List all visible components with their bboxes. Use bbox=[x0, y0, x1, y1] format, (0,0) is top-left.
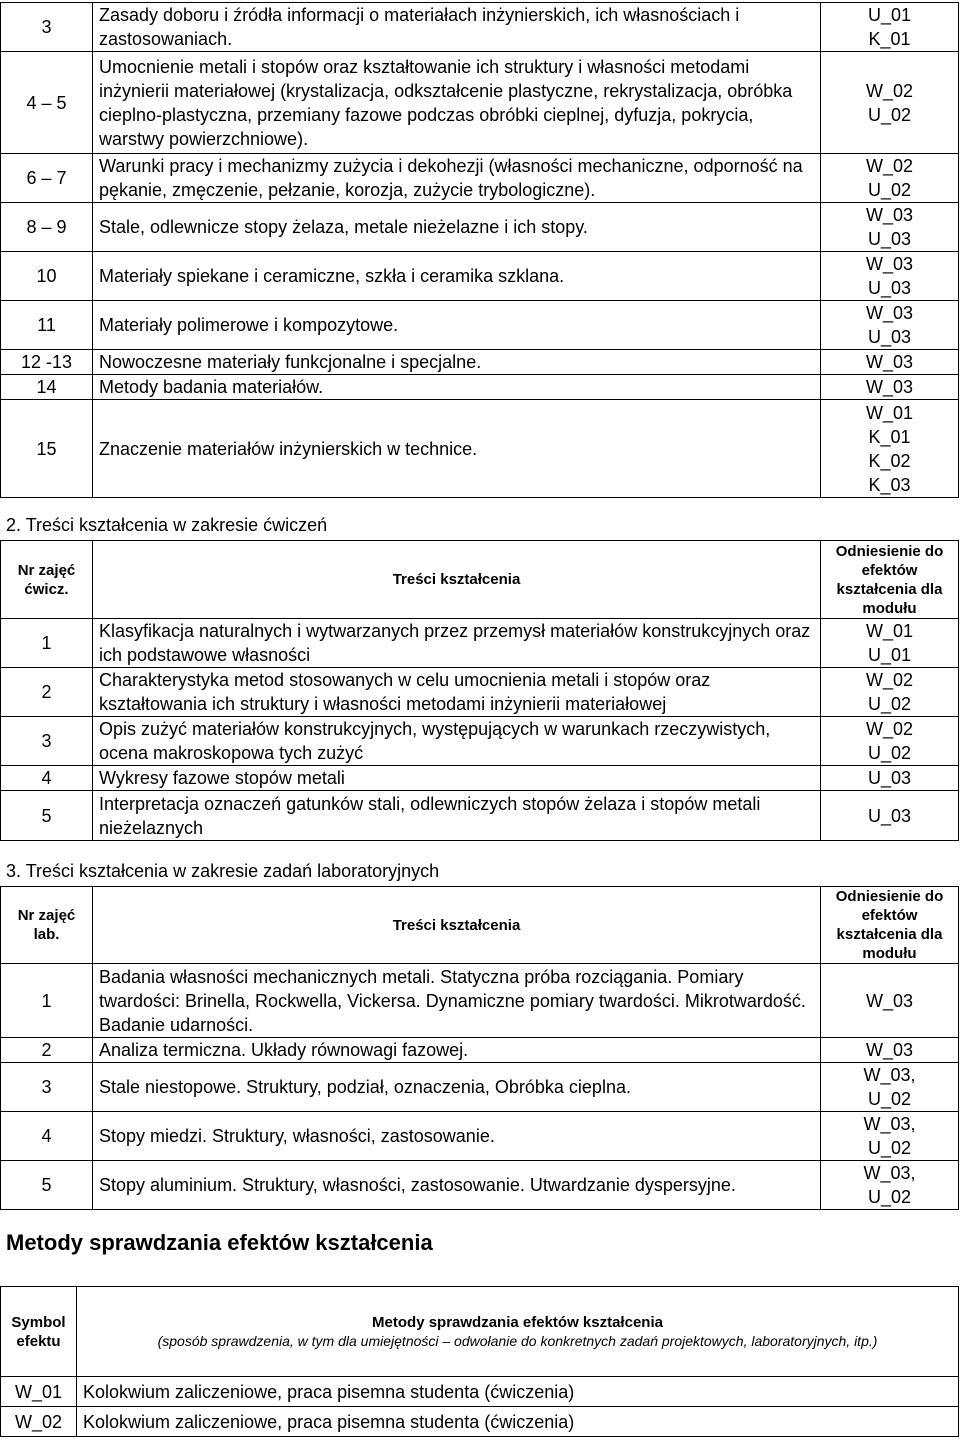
table-row bbox=[1, 1407, 959, 1437]
section-title: 2. Treści kształcenia w zakresie ćwiczeń bbox=[6, 515, 328, 535]
table-row bbox=[1, 766, 959, 791]
row-content: Stale, odlewnicze stopy żelaza, metale nieżelazne i ich stopy. bbox=[93, 203, 821, 252]
row-content: Wykresy fazowe stopów metali bbox=[93, 766, 821, 791]
row-content: Charakterystyka metod stosowanych w celu umocnienia metali i stopów oraz kształtowania ich struktury i własności metodami inżynierii materiałowej bbox=[93, 668, 821, 717]
header-nr: Nr zajęć ćwicz. bbox=[1, 541, 93, 619]
header-method bbox=[77, 1287, 959, 1377]
row-effects: U_03 bbox=[821, 766, 959, 791]
row-content: Analiza termiczna. Układy równowagi fazowej. bbox=[93, 1038, 821, 1063]
header-content: Treści kształcenia bbox=[93, 887, 821, 964]
row-method: Kolokwium zaliczeniowe, praca pisemna studenta (ćwiczenia) bbox=[77, 1377, 959, 1407]
table-header-row bbox=[1, 1287, 959, 1377]
row-number: 4 – 5 bbox=[1, 52, 93, 154]
row-number: 12 -13 bbox=[1, 350, 93, 375]
row-effects: W_01 K_01 K_02 K_03 bbox=[821, 400, 959, 498]
table-row bbox=[1, 252, 959, 301]
row-content: Znaczenie materiałów inżynierskich w technice. bbox=[93, 400, 821, 498]
row-effects: W_03 U_03 bbox=[821, 203, 959, 252]
row-number: 11 bbox=[1, 301, 93, 350]
row-number: 1 bbox=[1, 964, 93, 1038]
methods-title: Metody sprawdzania efektów kształcenia bbox=[6, 1230, 433, 1255]
header-effects: Odniesienie do efektów kształcenia dla modułu bbox=[821, 541, 959, 619]
row-effects: W_02 U_02 bbox=[821, 668, 959, 717]
row-number: 6 – 7 bbox=[1, 154, 93, 203]
header-method-subtitle: (sposób sprawdzenia, w tym dla umiejętności – odwołanie do konkretnych zadań projektowych, laboratoryjnych, itp.) bbox=[157, 1332, 878, 1349]
table-row bbox=[1, 717, 959, 766]
row-effects: W_03 U_03 bbox=[821, 252, 959, 301]
row-content: Interpretacja oznaczeń gatunków stali, odlewniczych stopów żelaza i stopów metali nieżelaznych bbox=[93, 791, 821, 841]
table-row bbox=[1, 52, 959, 154]
row-number: 3 bbox=[1, 717, 93, 766]
table-header-row bbox=[1, 887, 959, 964]
row-effects: W_01 U_01 bbox=[821, 619, 959, 668]
row-effects: U_03 bbox=[821, 791, 959, 841]
row-number: 2 bbox=[1, 1038, 93, 1063]
table-row bbox=[1, 301, 959, 350]
row-content: Materiały spiekane i ceramiczne, szkła i ceramika szklana. bbox=[93, 252, 821, 301]
row-content: Stopy aluminium. Struktury, własności, zastosowanie. Utwardzanie dyspersyjne. bbox=[93, 1161, 821, 1210]
table-row bbox=[1, 1377, 959, 1407]
lab-table bbox=[0, 886, 959, 1210]
exercises-table bbox=[0, 540, 959, 841]
table-row bbox=[1, 791, 959, 841]
row-effects: W_03 bbox=[821, 350, 959, 375]
row-content: Metody badania materiałów. bbox=[93, 375, 821, 400]
row-content: Opis zużyć materiałów konstrukcyjnych, występujących w warunkach rzeczywistych, ocena makroskopowa tych zużyć bbox=[93, 717, 821, 766]
row-content: Badania własności mechanicznych metali. Statyczna próba rozciągania. Pomiary twardości: Brinella, Rockwella, Vickersa. Dynamiczne pomiary twardości. Mikrotwardość. Badanie udarności. bbox=[93, 964, 821, 1038]
row-number: 2 bbox=[1, 668, 93, 717]
row-effects: W_02 U_02 bbox=[821, 52, 959, 154]
row-effects: W_03 bbox=[821, 964, 959, 1038]
row-number: 5 bbox=[1, 1161, 93, 1210]
row-number: 3 bbox=[1, 3, 93, 52]
row-effects: W_02 U_02 bbox=[821, 717, 959, 766]
table-header-row bbox=[1, 541, 959, 619]
table-row bbox=[1, 964, 959, 1038]
header-effects: Odniesienie do efektów kształcenia dla modułu bbox=[821, 887, 959, 964]
row-effects: W_03 U_03 bbox=[821, 301, 959, 350]
row-symbol: W_01 bbox=[1, 1377, 77, 1407]
row-number: 3 bbox=[1, 1063, 93, 1112]
row-effects: W_03 bbox=[821, 375, 959, 400]
row-effects: W_03, U_02 bbox=[821, 1112, 959, 1161]
row-content: Warunki pracy i mechanizmy zużycia i dekohezji (własności mechaniczne, odporność na pękanie, zmęczenie, pełzanie, korozja, zużycie trybologiczne). bbox=[93, 154, 821, 203]
row-number: 8 – 9 bbox=[1, 203, 93, 252]
table-row bbox=[1, 1161, 959, 1210]
table-row bbox=[1, 1038, 959, 1063]
table-row bbox=[1, 668, 959, 717]
table-row bbox=[1, 3, 959, 52]
row-content: Klasyfikacja naturalnych i wytwarzanych przez przemysł materiałów konstrukcyjnych oraz ich podstawowe własności bbox=[93, 619, 821, 668]
row-number: 15 bbox=[1, 400, 93, 498]
row-method: Kolokwium zaliczeniowe, praca pisemna studenta (ćwiczenia) bbox=[77, 1407, 959, 1437]
methods-table bbox=[0, 1286, 959, 1437]
header-method-title: Metody sprawdzania efektów kształcenia bbox=[372, 1313, 663, 1331]
table-row bbox=[1, 203, 959, 252]
row-content: Umocnienie metali i stopów oraz kształtowanie ich struktury i własności metodami inżynierii materiałowej (krystalizacja, odkształcenie plastyczne, rekrystalizacja, obróbka cieplno-plastyczna, przemiany fazowe podczas obróbki cieplnej, dyfuzja, pokrycia, warstwy powierzchniowe). bbox=[93, 52, 821, 154]
table-row bbox=[1, 154, 959, 203]
row-content: Materiały polimerowe i kompozytowe. bbox=[93, 301, 821, 350]
row-number: 1 bbox=[1, 619, 93, 668]
table-row bbox=[1, 350, 959, 375]
row-number: 4 bbox=[1, 766, 93, 791]
row-number: 5 bbox=[1, 791, 93, 841]
row-number: 4 bbox=[1, 1112, 93, 1161]
row-number: 14 bbox=[1, 375, 93, 400]
row-content: Stale niestopowe. Struktury, podział, oznaczenia, Obróbka cieplna. bbox=[93, 1063, 821, 1112]
table-row bbox=[1, 1112, 959, 1161]
header-nr: Nr zajęć lab. bbox=[1, 887, 93, 964]
section-title: 3. Treści kształcenia w zakresie zadań laboratoryjnych bbox=[6, 861, 440, 881]
row-symbol: W_02 bbox=[1, 1407, 77, 1437]
lecture-content-table bbox=[0, 2, 959, 498]
row-effects: W_03, U_02 bbox=[821, 1161, 959, 1210]
row-effects: W_03 bbox=[821, 1038, 959, 1063]
table-row bbox=[1, 375, 959, 400]
row-effects: W_03, U_02 bbox=[821, 1063, 959, 1112]
row-effects: W_02 U_02 bbox=[821, 154, 959, 203]
table-row bbox=[1, 619, 959, 668]
row-number: 10 bbox=[1, 252, 93, 301]
table-row bbox=[1, 400, 959, 498]
row-effects: U_01 K_01 bbox=[821, 3, 959, 52]
header-symbol: Symbol efektu bbox=[1, 1287, 77, 1377]
table-row bbox=[1, 1063, 959, 1112]
header-content: Treści kształcenia bbox=[93, 541, 821, 619]
row-content: Stopy miedzi. Struktury, własności, zastosowanie. bbox=[93, 1112, 821, 1161]
row-content: Zasady doboru i źródła informacji o materiałach inżynierskich, ich własnościach i zastosowaniach. bbox=[93, 3, 821, 52]
row-content: Nowoczesne materiały funkcjonalne i specjalne. bbox=[93, 350, 821, 375]
